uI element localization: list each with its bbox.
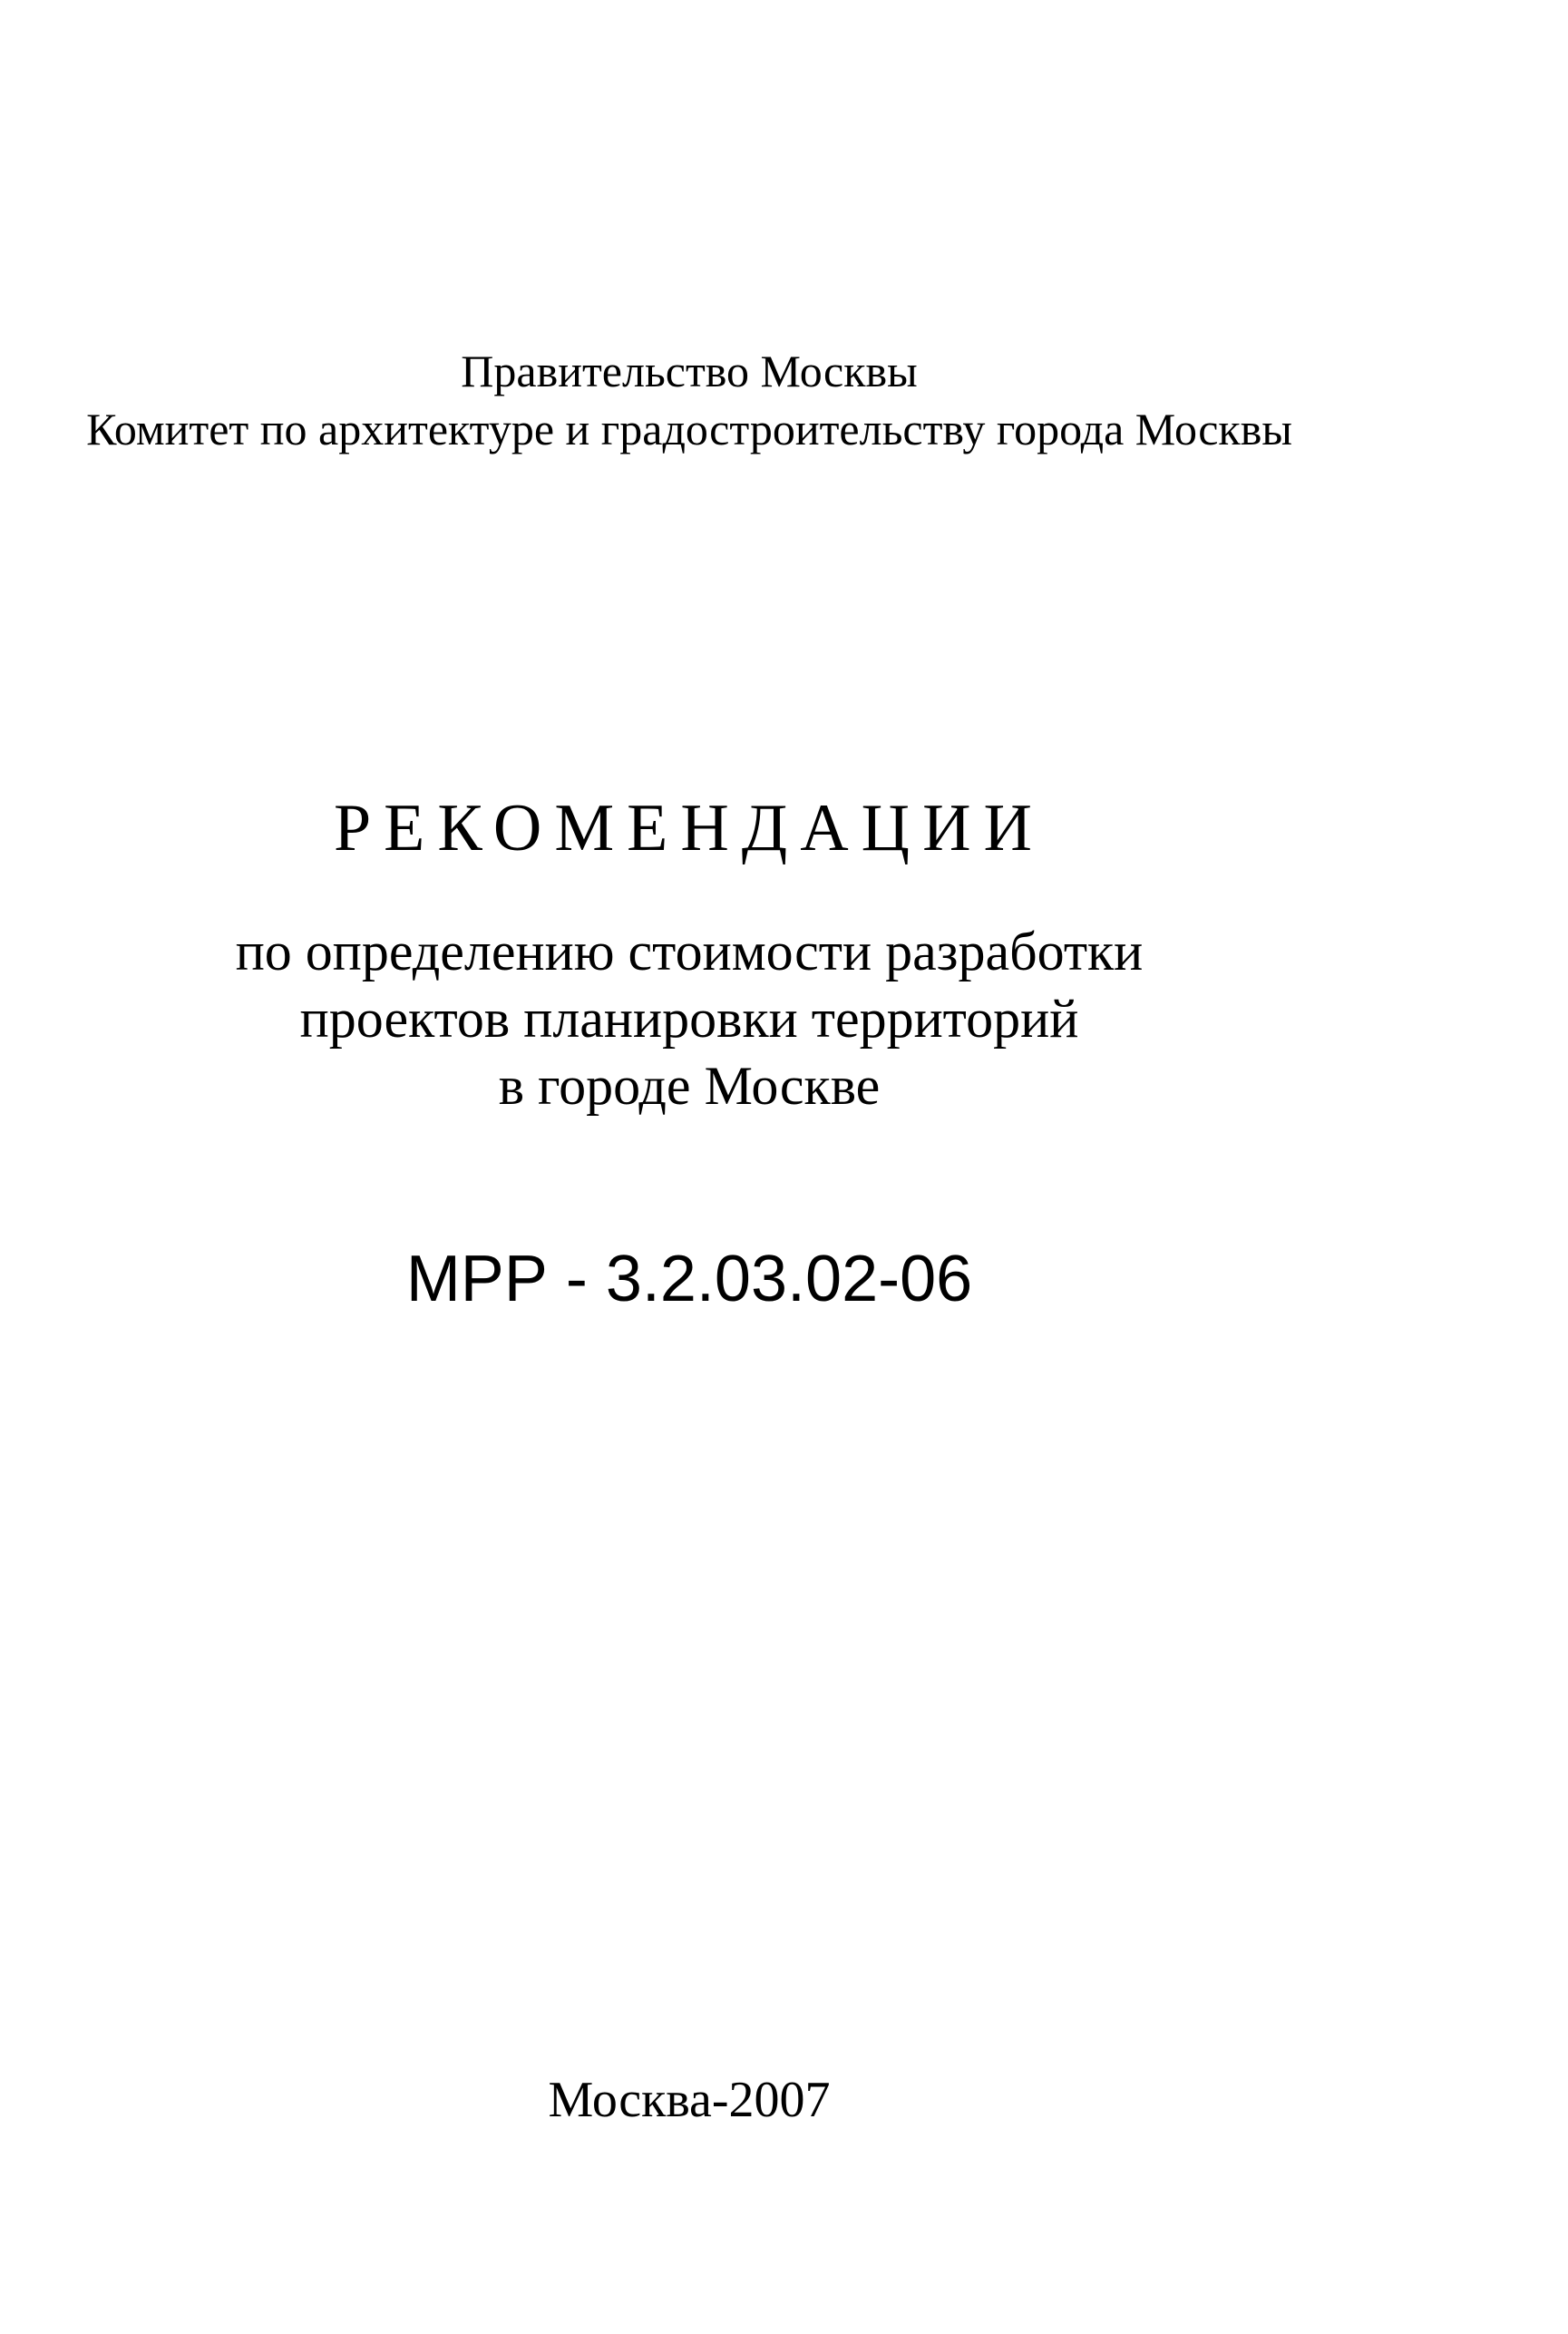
issuer-committee: Комитет по архитектуре и градостроительству города Москвы xyxy=(86,404,1292,454)
document-title: РЕКОМЕНДАЦИИ xyxy=(334,791,1045,865)
place-and-year: Москва-2007 xyxy=(548,2072,831,2128)
issuer-government: Правительство Москвы xyxy=(461,346,918,396)
document-subtitle-line-3: в городе Москве xyxy=(498,1056,881,1116)
document-code: МРР - 3.2.03.02-06 xyxy=(405,1243,973,1315)
document-subtitle-line-1: по определению стоимости разработки xyxy=(235,922,1144,981)
document-subtitle-line-2: проектов планировки территорий xyxy=(299,989,1079,1049)
